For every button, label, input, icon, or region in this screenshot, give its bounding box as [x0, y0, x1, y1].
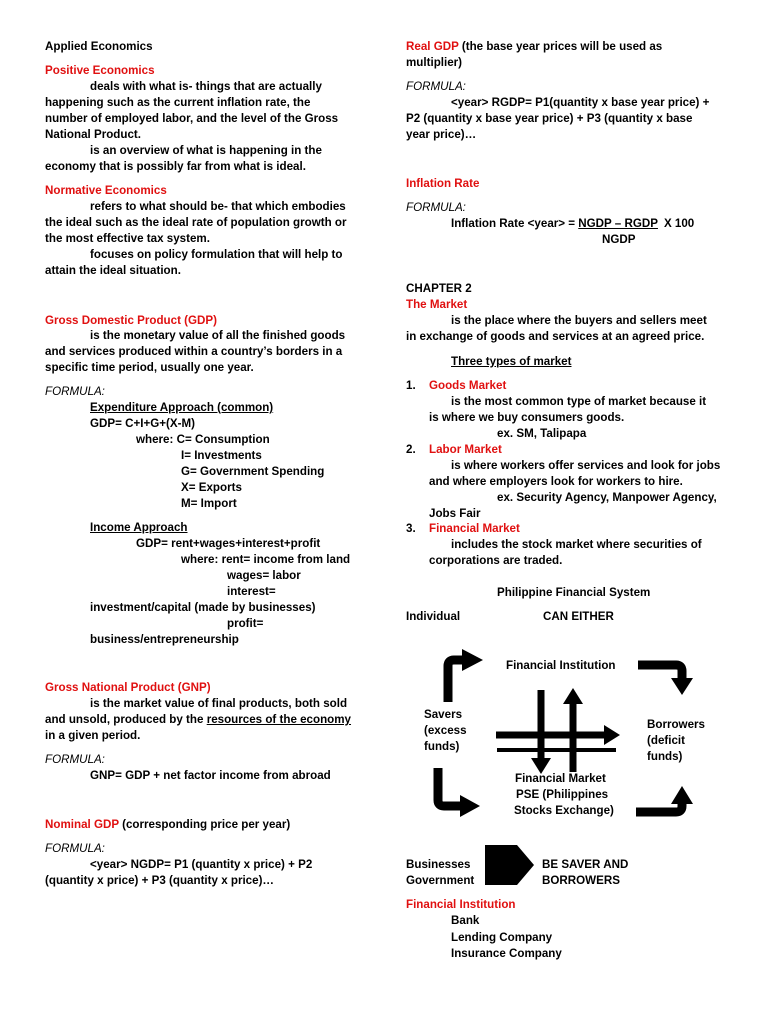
gnp-text-line: is the market value of final products, both sold — [90, 697, 348, 710]
financial-institution-heading: Financial Institution — [406, 898, 516, 911]
arrow-bottom-right — [636, 786, 693, 812]
savers-node: Savers — [424, 708, 463, 721]
labor-text-line: is where workers offer services and look for jobs — [451, 459, 721, 472]
pse-node: Stocks Exchange) — [514, 804, 614, 817]
market-text-line: is the place where the buyers and sellers meet — [451, 314, 707, 327]
formula-variable: interest= — [227, 585, 276, 598]
central-cross-arrows — [496, 688, 620, 774]
inflation-formula-prefix: Inflation Rate <year> = — [451, 217, 579, 230]
normative-text-line: the most effective tax system. — [45, 232, 210, 245]
businesses-label: Businesses — [406, 858, 471, 871]
list-number: 2. — [406, 443, 416, 456]
inflation-multiplier: X 100 — [663, 217, 695, 230]
list-number: 3. — [406, 522, 416, 535]
formula-variable: M= Import — [181, 497, 237, 510]
positive-text-line: economy that is possibly far from what is ideal. — [45, 160, 306, 173]
diagram-title: Philippine Financial System — [497, 586, 651, 599]
savers-node: (excess — [424, 724, 467, 737]
individual-label: Individual — [406, 610, 461, 623]
government-label: Government — [406, 874, 475, 887]
positive-text-line: is an overview of what is happening in the — [90, 144, 322, 157]
financial-institution-item: Lending Company — [451, 931, 553, 944]
real-gdp-note: (the base year prices will be used as — [458, 40, 663, 53]
document-title: Applied Economics — [45, 40, 153, 53]
financial-institution-node: Financial Institution — [506, 659, 616, 672]
normative-text-line: attain the ideal situation. — [45, 264, 181, 277]
financial-market-node: Financial Market — [515, 772, 606, 785]
formula-label: FORMULA: — [45, 753, 105, 766]
financial-institution-item: Bank — [451, 914, 480, 927]
nominal-formula-line: (quantity x price) + P3 (quantity x price)… — [45, 874, 275, 887]
goods-text-line: is the most common type of market because it — [451, 395, 707, 408]
be-saver-label: BE SAVER AND — [542, 858, 629, 871]
labor-text-line: and where employers look for workers to hire. — [429, 475, 683, 488]
financial-text-line: corporations are traded. — [429, 554, 563, 567]
gdp-heading: Gross Domestic Product (GDP) — [45, 314, 218, 327]
nominal-gdp-heading: Nominal GDP — [45, 818, 119, 831]
gdp-text-line: and services produced within a country’s borders in a — [45, 345, 343, 358]
positive-text-line: number of employed labor, and the level of the Gross — [45, 112, 339, 125]
real-formula-line: P2 (quantity x base year price) + P3 (quantity x base — [406, 112, 693, 125]
income-formula: GDP= rent+wages+interest+profit — [136, 537, 321, 550]
formula-variable: X= Exports — [181, 481, 242, 494]
pse-node: PSE (Philippines — [516, 788, 609, 801]
financial-institution-item: Insurance Company — [451, 947, 562, 960]
real-gdp-heading: Real GDP — [406, 40, 459, 53]
normative-text-line: focuses on policy formulation that will help to — [90, 248, 343, 261]
labor-example: Jobs Fair — [429, 507, 481, 520]
normative-text-line: refers to what should be- that which embodies — [90, 200, 346, 213]
formula-variable: profit= — [227, 617, 264, 630]
savers-node: funds) — [424, 740, 460, 753]
formula-variable: investment/capital (made by businesses) — [90, 601, 316, 614]
the-market-heading: The Market — [406, 298, 468, 311]
market-text-line: in exchange of goods and services at an agreed price. — [406, 330, 705, 343]
formula-variable: where: rent= income from land — [181, 553, 351, 566]
can-either-label: CAN EITHER — [543, 610, 614, 623]
gnp-heading: Gross National Product (GNP) — [45, 681, 211, 694]
goods-market-heading: Goods Market — [429, 379, 507, 392]
pentagon-arrow — [485, 845, 534, 885]
arrow-top-right — [638, 665, 693, 695]
expenditure-formula: GDP= C+I+G+(X-M) — [90, 417, 196, 430]
arrow-top-left — [448, 649, 483, 702]
formula-variable: where: C= Consumption — [136, 433, 270, 446]
market-types-title: Three types of market — [451, 355, 572, 368]
normative-economics-heading: Normative Economics — [45, 184, 167, 197]
gdp-text-line: is the monetary value of all the finished goods — [90, 329, 346, 342]
formula-variable: wages= labor — [227, 569, 301, 582]
positive-text-line: happening such as the current inflation rate, the — [45, 96, 311, 109]
arrow-bottom-left — [438, 768, 480, 817]
real-gdp-note-line: multiplier) — [406, 56, 463, 69]
gdp-text-line: specific time period, usually one year. — [45, 361, 254, 374]
normative-text-line: the ideal such as the ideal rate of population growth or — [45, 216, 347, 229]
gnp-formula: GNP= GDP + net factor income from abroad — [90, 769, 331, 782]
labor-example: ex. Security Agency, Manpower Agency, — [497, 491, 717, 504]
chapter-label: CHAPTER 2 — [406, 282, 472, 295]
gnp-underlined-phrase: resources of the economy — [206, 713, 352, 726]
be-saver-label: BORROWERS — [542, 874, 620, 887]
financial-market-heading: Financial Market — [429, 522, 520, 535]
positive-economics-heading: Positive Economics — [45, 64, 155, 77]
goods-text-line: is where we buy consumers goods. — [429, 411, 625, 424]
formula-label: FORMULA: — [45, 842, 105, 855]
real-formula-line: <year> RGDP= P1(quantity x base year price) + — [451, 96, 710, 109]
formula-label: FORMULA: — [406, 201, 466, 214]
inflation-denominator: NGDP — [602, 233, 636, 246]
borrowers-node: Borrowers — [647, 718, 705, 731]
real-formula-line: year price)… — [406, 128, 477, 141]
labor-market-heading: Labor Market — [429, 443, 502, 456]
financial-text-line: includes the stock market where securities of — [451, 538, 702, 551]
inflation-rate-heading: Inflation Rate — [406, 177, 480, 190]
expenditure-approach-title: Expenditure Approach (common) — [90, 401, 274, 414]
formula-label: FORMULA: — [45, 385, 105, 398]
positive-text-line: deals with what is- things that are actually — [90, 80, 322, 93]
goods-example: ex. SM, Talipapa — [497, 427, 587, 440]
gnp-text-line: in a given period. — [45, 729, 141, 742]
formula-label: FORMULA: — [406, 80, 466, 93]
borrowers-node: funds) — [647, 750, 683, 763]
formula-variable: I= Investments — [181, 449, 262, 462]
formula-variable: G= Government Spending — [181, 465, 325, 478]
nominal-formula-line: <year> NGDP= P1 (quantity x price) + P2 — [90, 858, 313, 871]
inflation-numerator: NGDP – RGDP — [578, 217, 658, 230]
nominal-gdp-note: (corresponding price per year) — [118, 818, 291, 831]
income-approach-title: Income Approach — [90, 521, 188, 534]
positive-text-line: National Product. — [45, 128, 141, 141]
gnp-text-segment: and unsold, produced by the — [45, 713, 207, 726]
formula-variable: business/entrepreneurship — [90, 633, 239, 646]
borrowers-node: (deficit — [647, 734, 686, 747]
list-number: 1. — [406, 379, 416, 392]
